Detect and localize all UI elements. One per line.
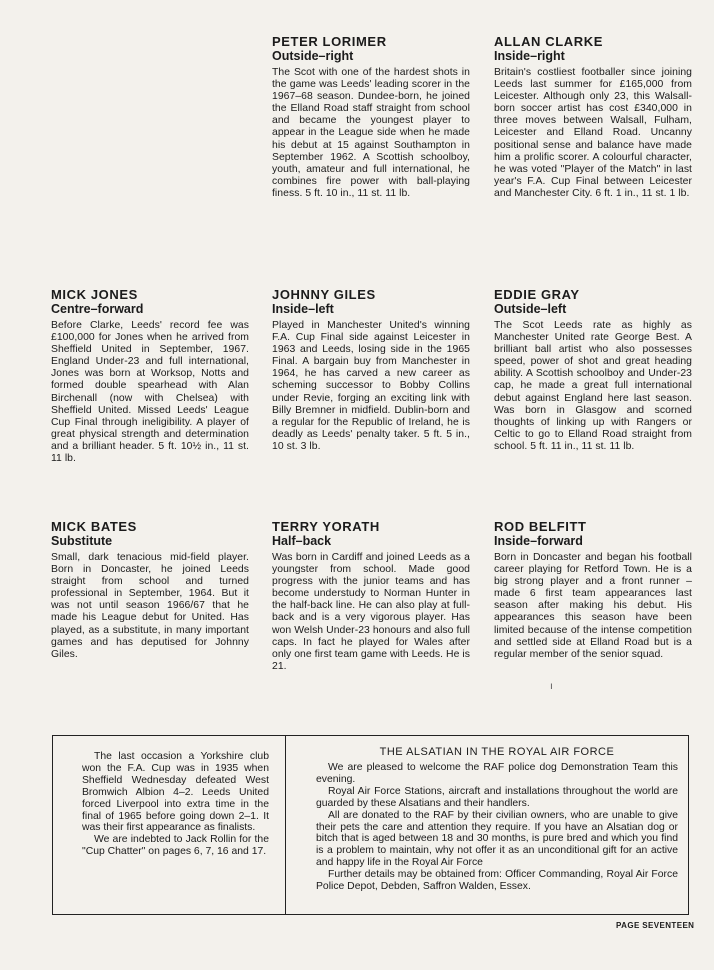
player-name: EDDIE GRAY [494,287,580,302]
player-bio: The Scot Leeds rate as highly as Manchester United rate George Best. A brilliant ball artist who also possesses speed, power of shot and great heading ability. A Scottish schoolboy and Under-23 cap, he made a great full international debut against England here last season. Was born in Glasgow and scorned thoughts of linking up with Rangers or Celtic to go to Elland Road straight from school. 5 ft. 11 in., 11 st. 11 lb. [494,320,692,452]
player-name: TERRY YORATH [272,519,380,534]
player-bio: Played in Manchester United's winning F.A. Cup Final side against Leicester in 1963 and Leeds, losing side in the 1965 Final. A bargain buy from Manchester in 1964, he has carved a new career as scheming successor to Bobby Collins under Revie, forging an exciting link with Billy Bremner in midfield. Dublin-born and a regular for the Republic of Ireland, he is deadly as Leeds' penalty taker. 5 ft. 5 in., 10 st. 3 lb. [272,320,470,452]
player-name: ROD BELFITT [494,519,587,534]
player-position: Outside–left [494,302,567,316]
raf-note-paragraph: Royal Air Force Stations, aircraft and installations throughout the world are guarded by these Alsatians and their handlers. [316,785,678,809]
raf-note [286,736,687,914]
player-name: MICK BATES [51,519,137,534]
player-bio: Britain's costliest footballer since joining Leeds last summer for £165,000 from Leicester. Although only 23, this Walsall-born soccer artist has cost £340,000 in three moves between Walsall, Fulham, Leicester and Elland Road. Uncanny positional sense and balance have made him a prolific scorer. A colourful character, he was voted "Player of the Match" in last year's F.A. Cup Final between Leicester and Manchester City. 6 ft. 1 in., 11 st. 1 lb. [494,67,692,199]
player-name: JOHNNY GILES [272,287,376,302]
profile-peter-lorimer [272,34,470,200]
profile-eddie-gray [494,287,692,453]
player-position: Substitute [51,534,113,548]
profile-mick-jones [51,287,249,465]
player-position: Outside–right [272,49,354,63]
notes-box [52,735,689,915]
page-number: PAGE SEVENTEEN [616,921,695,930]
raf-note-paragraph: All are donated to the RAF by their civilian owners, who are unable to give their pets the care and attention they require. If you have an Alsatian dog or bitch that is aged between 18 and 30 months, is pure bred and which you find is a problem to maintain, why not offer it as an unconditional gift for an active and happy life in the Royal Air Force [316,809,678,869]
pencil-mark: ı [550,681,553,692]
cup-note-credit: We are indebted to Jack Rollin for the "Cup Chatter" on pages 6, 7, 16 and 17. [82,834,269,858]
profile-johnny-giles [272,287,470,453]
player-bio: Was born in Cardiff and joined Leeds as a youngster from school. Made good progress with the junior teams and has become understudy to Norman Hunter in the half-back line. He can also play at full-back and is a very vigorous player. Has won Welsh Under-23 honours and also full caps. In fact he played for Wales after only one first team game with Leeds. He is 21. [272,552,470,672]
profile-rod-belfitt [494,519,692,661]
player-name: MICK JONES [51,287,138,302]
player-bio: Small, dark tenacious mid-field player. Born in Doncaster, he joined Leeds straight from school and turned professional in September, 1964. But it was not until season 1966/67 that he made his League debut for United. Has played, as a substitute, in many important games and has deputised for Johnny Giles. [51,552,249,660]
raf-note-paragraph: We are pleased to welcome the RAF police dog Demonstration Team this evening. [316,762,678,785]
raf-note-contact: Further details may be obtained from: Officer Commanding, Royal Air Force Police Depot, Debden, Saffron Walden, Essex. [316,869,678,893]
raf-note-title: THE ALSATIAN IN THE ROYAL AIR FORCE [379,746,615,758]
player-name: ALLAN CLARKE [494,34,604,49]
player-position: Inside–right [494,49,565,63]
player-position: Inside–left [272,302,334,316]
player-position: Centre–forward [51,302,144,316]
cup-note-paragraph: The last occasion a Yorkshire club won the F.A. Cup was in 1935 when Sheffield Wednesday defeated West Bromwich Albion 4–2. Leeds United forced Liverpool into extra time in the final of 1965 before going down 2–1. It was their first appearance as finalists. [82,751,269,834]
player-name: PETER LORIMER [272,34,387,49]
player-bio: Born in Doncaster and began his football career playing for Retford Town. He is a big strong player and a front runner – made 6 first team appearances last season after making his debut. His appearances this season have been limited because of the intense competition and settled side at Elland Road but is a regular member of the senior squad. [494,552,692,660]
profile-mick-bates [51,519,249,661]
profile-allan-clarke [494,34,692,200]
player-position: Inside–forward [494,534,583,548]
player-position: Half–back [272,534,332,548]
player-bio: The Scot with one of the hardest shots in the game was Leeds' leading scorer in the 1967–68 season. Dundee-born, he joined the Elland Road staff straight from school and became the youngest player to appear in the League side when he made his debut at 15 against Southampton in September 1962. A Scottish schoolboy, youth, amateur and full international, he combines fire power with ball-playing finess. 5 ft. 10 in., 11 st. 11 lb. [272,67,470,199]
cup-note [53,736,286,914]
player-bio: Before Clarke, Leeds' record fee was £100,000 for Jones when he arrived from Sheffield United in September, 1967. England Under-23 and full international, Jones was born at Worksop, Notts and formed double spearhead with Alan Birchenall (now with Chelsea) with Sheffield United. Missed Leeds' League Cup Final through ineligibility. A player of great physical strength and determination and a brilliant header. 5 ft. 10½ in., 11 st. 11 lb. [51,320,249,465]
profile-terry-yorath [272,519,470,673]
